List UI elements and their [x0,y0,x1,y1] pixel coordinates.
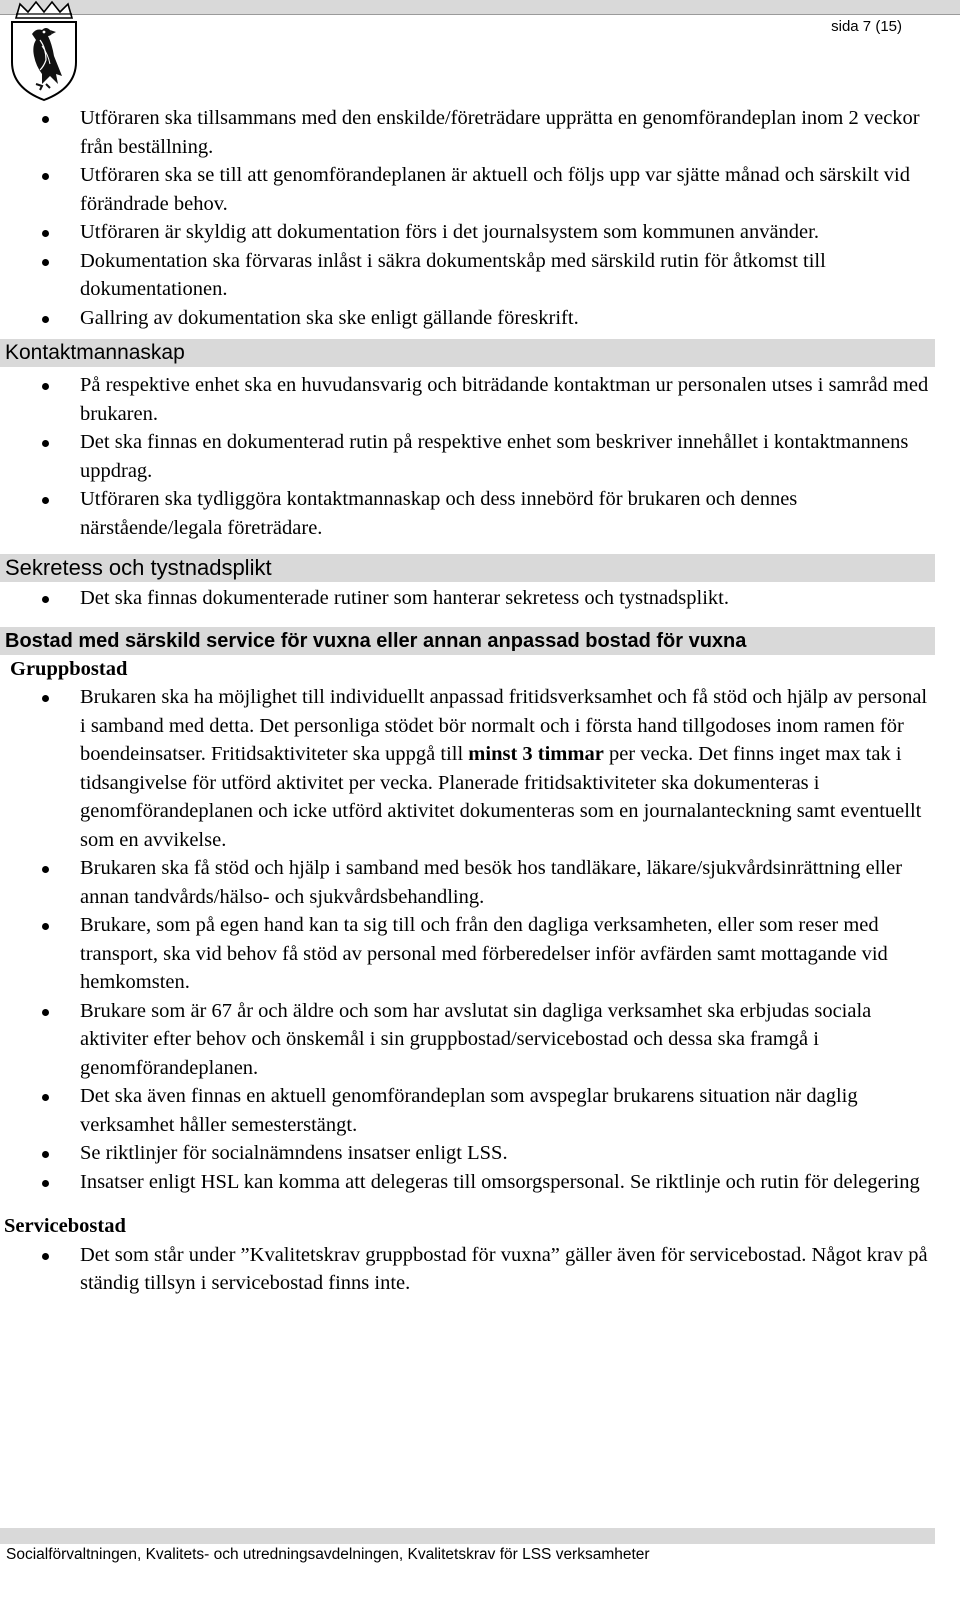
bullet-icon [42,230,49,237]
servicebostad-list [0,1241,935,1298]
bullet-icon [42,1009,49,1016]
document-body [0,104,935,1298]
bullet-icon [42,695,49,702]
list-item-text: På respektive enhet ska en huvudansvarig och biträdande kontaktman ur personalen utses i samråd med brukaren. [80,374,929,425]
list-item [0,854,935,911]
list-item [0,683,935,854]
list-item [0,1139,935,1168]
bullet-icon [42,259,49,266]
list-item [0,218,935,247]
bullet-icon [42,923,49,930]
bullet-icon [42,1180,49,1187]
list-item-text: Det ska finnas en dokumenterad rutin på respektive enhet som beskriver innehållet i kontaktmannens uppdrag. [80,431,909,482]
footer-text: Socialförvaltningen, Kvalitets- och utredningsavdelningen, Kvalitetskrav för LSS verksamheter [6,1546,650,1563]
section-heading-kontaktmannaskap: Kontaktmannaskap [0,339,935,367]
list-item-text: Se riktlinjer för socialnämndens insatser enligt LSS. [80,1142,508,1164]
list-item [0,1168,935,1197]
list-item-text: Gallring av dokumentation ska ske enligt gällande föreskrift. [80,306,579,329]
list-item [0,428,935,485]
list-item [0,304,935,333]
list-item-text: Dokumentation ska förvaras inlåst i säkra dokumentskåp med särskild rutin för åtkomst till dokumentationen. [80,249,826,300]
bullet-icon [42,1094,49,1101]
bullet-icon [42,116,49,123]
list-item [0,371,935,428]
bullet-icon [42,383,49,390]
list-item-text-part: per vecka. Det finns inget max tak i tidsangivelse för utförd aktivitet per vecka. Planerade fritidsaktiviteter ska dokumenteras i genomförandeplanen och icke utförd aktivitet dokumenteras som en journalanteckning samt eventuellt som en avvikelse. [80,743,922,851]
list-item-text: Utföraren ska tydliggöra kontaktmannaskap och dess innebörd för brukaren och dennes närstående/legala företrädare. [80,488,798,539]
bullet-icon [42,316,49,323]
footer-band [0,1528,935,1544]
bullet-icon [42,866,49,873]
header-band [0,0,960,14]
list-item-text: Utföraren är skyldig att dokumentation förs i det journalsystem som kommunen använder. [80,221,819,243]
bullet-icon [42,1151,49,1158]
page-number: sida 7 (15) [831,18,902,35]
bullet-icon [42,596,49,603]
list-item-text: Brukare, som på egen hand kan ta sig till och från den dagliga verksamheten, eller som reser med transport, ska vid behov få stöd av personal med förberedelser inför avfärden samt mottagande vid hemkomsten. [80,914,888,993]
list-item [0,911,935,997]
bullet-icon [42,173,49,180]
list-item [0,584,935,613]
list-item-text: Insatser enligt HSL kan komma att delegeras till omsorgspersonal. Se riktlinje och rutin för delegering [80,1170,920,1193]
emphasis-min-hours: minst 3 timmar [468,743,604,765]
section-heading-bostad: Bostad med särskild service för vuxna eller annan anpassad bostad för vuxna [0,627,935,655]
list-item-text-part: Brukaren ska ha möjlighet till individuellt anpassad fritidsverksamhet och få stöd och hjälp av personal i samband med detta. Det personliga stödet bör normalt och i första hand tillgodoses inom ramen för boendeinsatser. Fritidsaktiviteter ska uppgå till [80,686,928,765]
list-item-text: Brukaren ska få stöd och hjälp i samband med besök hos tandläkare, läkare/sjukvårdsinrättning eller annan tandvårds/hälso- och sjukvårdsbehandling. [80,857,903,908]
subheading-servicebostad: Servicebostad [4,1215,126,1237]
list-item [0,485,935,542]
list-item-text: Det ska även finnas en aktuell genomförandeplan som avspeglar brukarens situation när daglig verksamhet håller semesterstängt. [80,1085,858,1136]
list-item-text: Utföraren ska se till att genomförandeplanen är aktuell och följs upp var sjätte månad och särskilt vid förändrade behov. [80,164,910,215]
kontakt-list [0,371,935,542]
list-item-text: Brukare som är 67 år och äldre och som har avslutat sin dagliga verksamhet ska erbjudas sociala aktiviter efter behov och önskemål i sin gruppbostad/servicebostad och dessa ska framgå i genomförandeplanen. [80,999,872,1079]
list-item [0,247,935,304]
coat-of-arms-logo [6,0,82,104]
list-item-text: Utföraren ska tillsammans med den enskilde/företrädare upprätta en genomförandeplan inom 2 veckor från beställning. [80,107,920,158]
list-item-text: Det ska finnas dokumenterade rutiner som hanterar sekretess och tystnadsplikt. [80,587,729,609]
bullet-icon [42,497,49,504]
list-item [0,997,935,1083]
sekretess-list [0,584,935,613]
list-item [0,104,935,161]
section-heading-sekretess: Sekretess och tystnadsplikt [0,554,935,582]
list-item-text: Det som står under ”Kvalitetskrav gruppbostad för vuxna” gäller även för servicebostad. Något krav på ständig tillsyn i servicebostad finns inte. [80,1243,928,1294]
list-item [0,1082,935,1139]
gruppbostad-list [0,683,935,1196]
bullet-icon [42,1253,49,1260]
header-divider [0,14,960,15]
bullet-icon [42,440,49,447]
list-item [0,161,935,218]
subheading-gruppbostad: Gruppbostad [10,657,128,680]
intro-list [0,104,935,332]
list-item [0,1241,935,1298]
